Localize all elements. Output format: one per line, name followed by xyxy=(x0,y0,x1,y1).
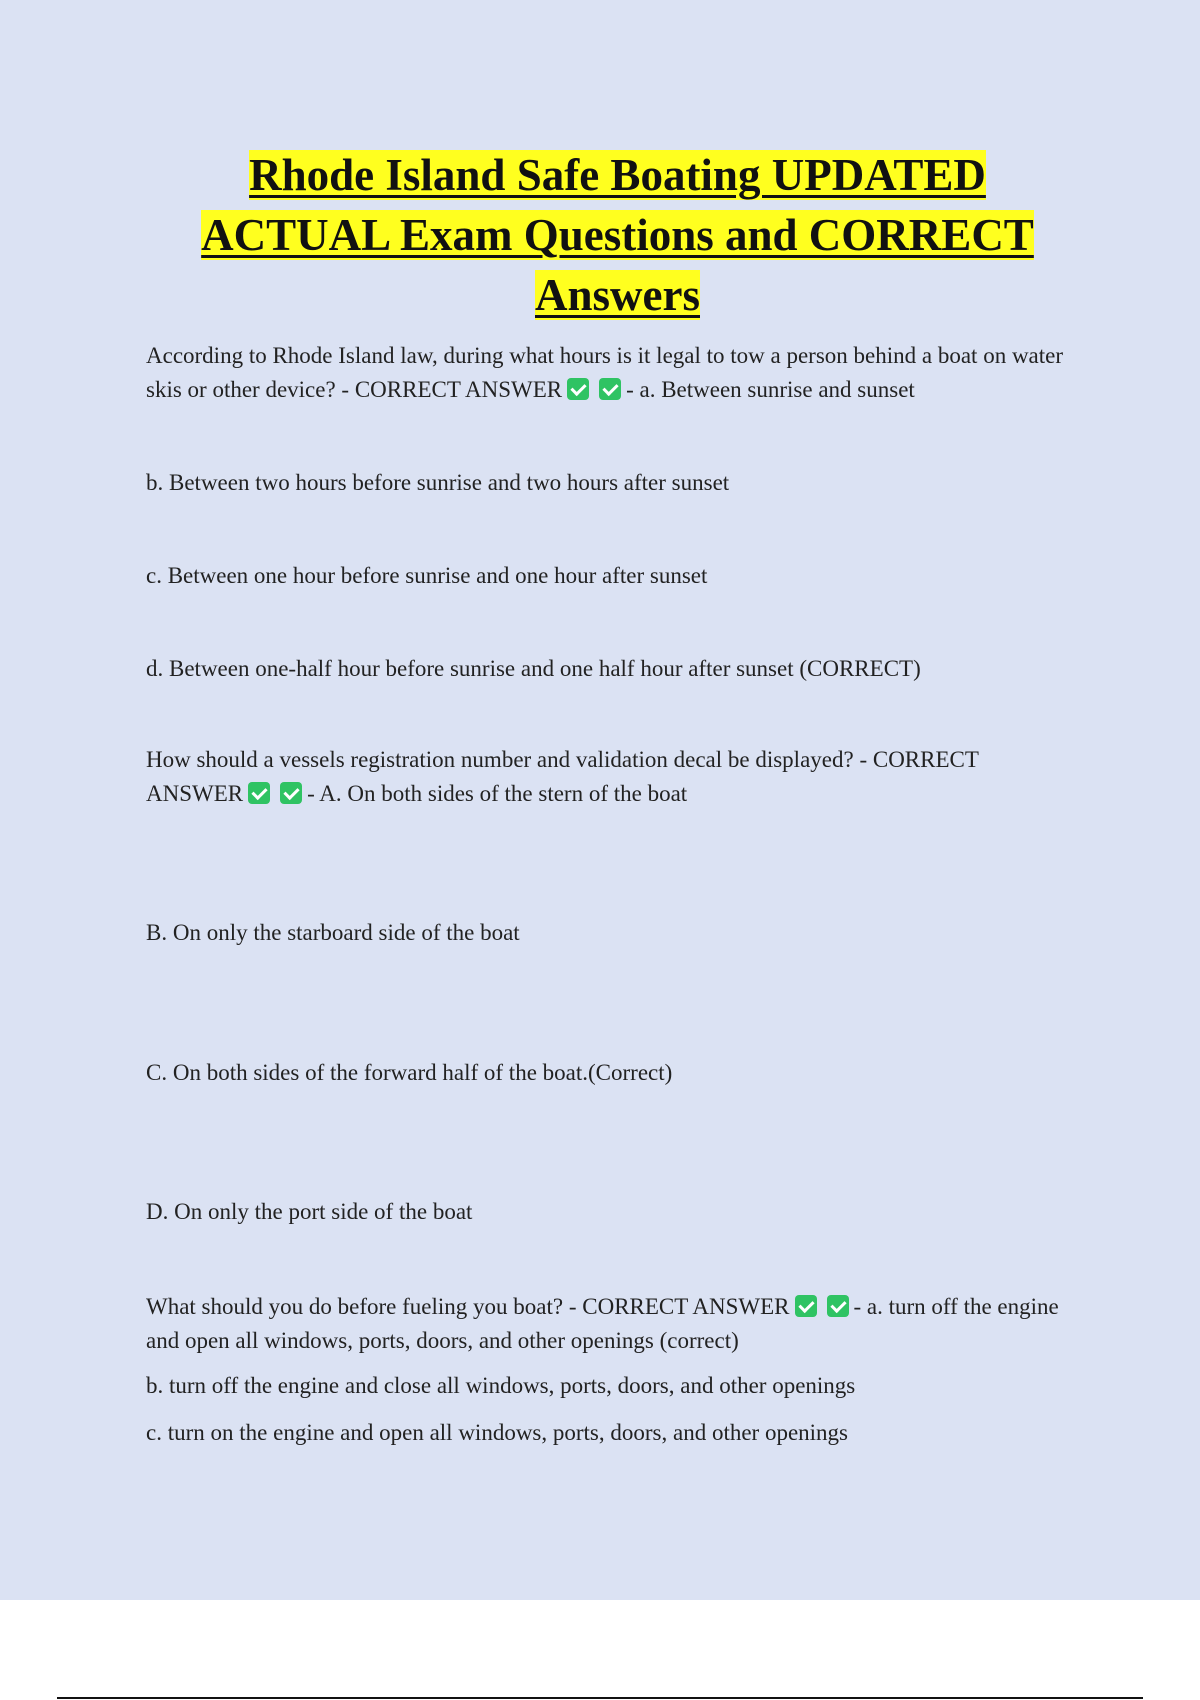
question-1-option-d: d. Between one-half hour before sunrise and one half hour after sunset (CORRECT) xyxy=(146,656,921,681)
question-1-text: According to Rhode Island law, during what hours is it legal to tow a person behind a boat on water skis or other device? - CORRECT ANSWER xyxy=(146,343,1064,402)
question-2-answer-a: - A. On both sides of the stern of the boat xyxy=(307,781,688,806)
question-3-answer-a: - a. turn off the engine and open all windows, ports, doors, and other openings (correct) xyxy=(146,1294,1059,1353)
document-title xyxy=(60,145,1175,325)
question-1-option-b: b. Between two hours before sunrise and two hours after sunset xyxy=(146,470,730,495)
check-mark-icon xyxy=(599,378,621,400)
check-mark-icon xyxy=(280,782,302,804)
question-3-option-b: b. turn off the engine and close all windows, ports, doors, and other openings xyxy=(146,1373,856,1398)
question-1-answer-a: - a. Between sunrise and sunset xyxy=(626,377,915,402)
question-2-option-d: D. On only the port side of the boat xyxy=(146,1199,473,1224)
title-line-3: Answers xyxy=(535,270,700,320)
question-3 xyxy=(146,1290,1066,1358)
title-line-1: Rhode Island Safe Boating UPDATED xyxy=(249,150,986,200)
check-mark-icon xyxy=(248,782,270,804)
question-1 xyxy=(146,339,1066,407)
footer-divider xyxy=(57,1697,1143,1699)
question-2 xyxy=(146,743,1066,811)
check-mark-icon xyxy=(827,1295,849,1317)
question-2-option-b: B. On only the starboard side of the boat xyxy=(146,920,520,945)
check-mark-icon xyxy=(795,1295,817,1317)
question-3-text: What should you do before fueling you boat? - CORRECT ANSWER xyxy=(146,1294,790,1319)
question-3-option-c: c. turn on the engine and open all windows, ports, doors, and other openings xyxy=(146,1420,849,1445)
title-line-2: ACTUAL Exam Questions and CORRECT xyxy=(201,210,1034,260)
question-2-text: How should a vessels registration number and validation decal be displayed? - CORRECT ANSWER xyxy=(146,747,979,806)
question-1-option-c: c. Between one hour before sunrise and one hour after sunset xyxy=(146,563,708,588)
question-2-option-c: C. On both sides of the forward half of the boat.(Correct) xyxy=(146,1060,673,1085)
check-mark-icon xyxy=(567,378,589,400)
